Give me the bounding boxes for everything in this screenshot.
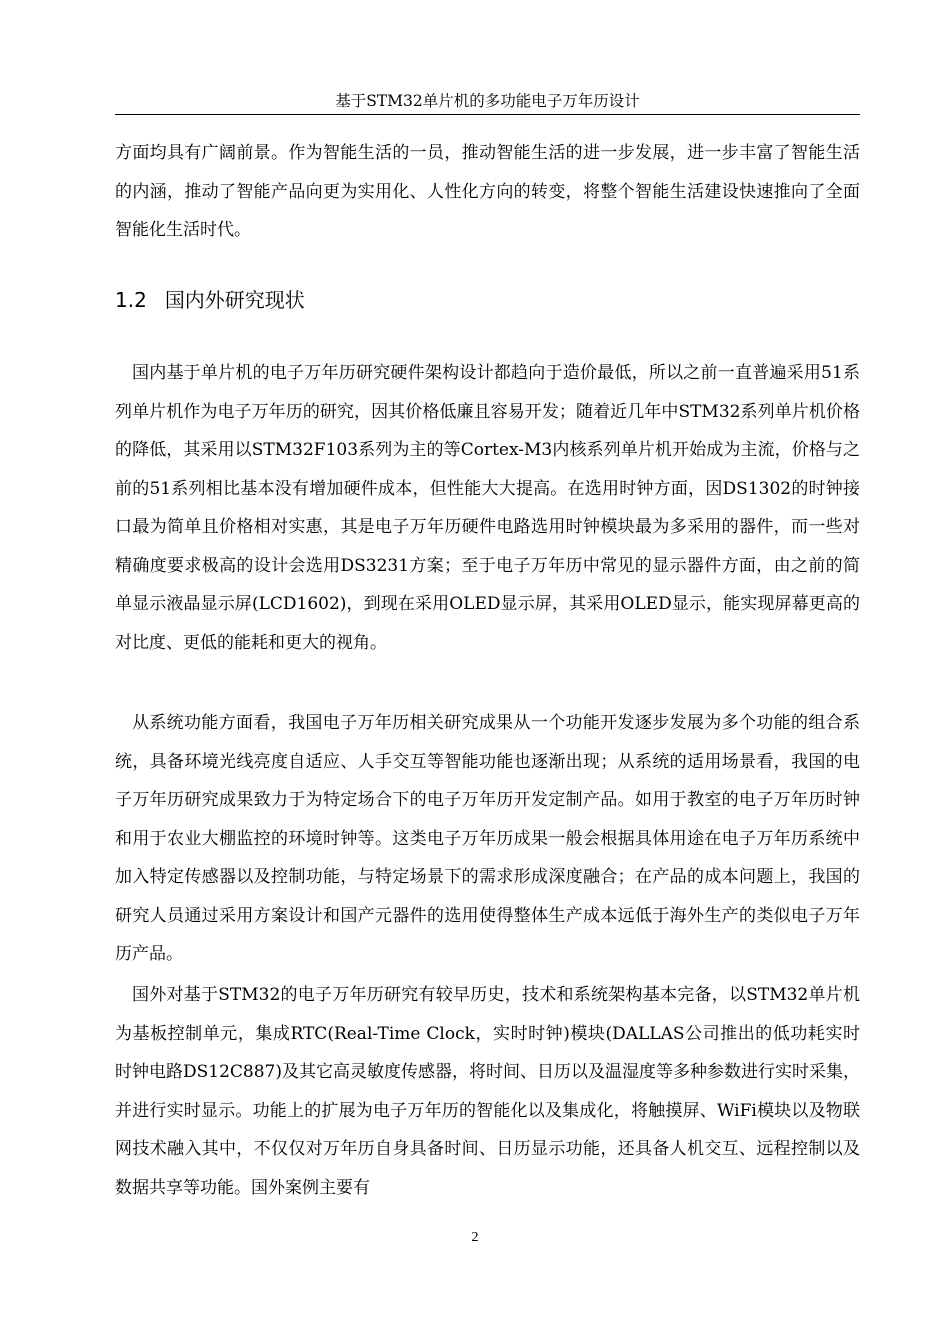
section-number: 1.2	[115, 288, 147, 312]
body-paragraph: 国内基于单片机的电子万年历研究硬件架构设计都趋向于造价最低，所以之前一直普遍采用51系列单片机作为电子万年历的研究，因其价格低廉且容易开发；随着近几年中STM32系列单片机价格的降低，其采用以STM32F103系列为主的等Cortex-M3内核系列单片机开始成为主流，价格与之前的51系列相比基本没有增加硬件成本，但性能大大提高。在选用时钟方面，因DS1302的时钟接口最为简单且价格相对实惠，其是电子万年历硬件电路选用时钟模块最为多采用的器件，而一些对精确度要求极高的设计会选用DS3231方案；至于电子万年历中常见的显示器件方面，由之前的简单显示液晶显示屏(LCD1602)，到现在采用OLED显示屏，其采用OLED显示，能实现屏幕更高的对比度、更低的能耗和更大的视角。	[115, 363, 860, 653]
body-paragraph: 从系统功能方面看，我国电子万年历相关研究成果从一个功能开发逐步发展为多个功能的组合系统，具备环境光线亮度自适应、人手交互等智能功能也逐渐出现；从系统的适用场景看，我国的电子万年历研究成果致力于为特定场合下的电子万年历开发定制产品。如用于教室的电子万年历时钟和用于农业大棚监控的环境时钟等。这类电子万年历成果一般会根据具体用途在电子万年历系统中加入特定传感器以及控制功能，与特定场景下的需求形成深度融合；在产品的成本问题上，我国的研究人员通过采用方案设计和国产元器件的选用使得整体生产成本远低于海外生产的类似电子万年历产品。	[115, 713, 860, 964]
body-paragraph: 国外对基于STM32的电子万年历研究有较早历史，技术和系统架构基本完备，以STM32单片机为基板控制单元，集成RTC(Real-Time Clock，实时时钟)模块(DALLAS公司推出的低功耗实时时钟电路DS12C887)及其它高灵敏度传感器，将时间、日历以及温湿度等多种参数进行实时采集，并进行实时显示。功能上的扩展为电子万年历的智能化以及集成化，将触摸屏、WiFi模块以及物联网技术融入其中，不仅仅对万年历自身具备时间、日历显示功能，还具备人机交互、远程控制以及数据共享等功能。国外案例主要有	[115, 985, 860, 1198]
section-title: 国内外研究现状	[164, 288, 305, 312]
page-header	[115, 90, 860, 115]
paragraph-continued: 方面均具有广阔前景。作为智能生活的一员，推动智能生活的进一步发展，进一步丰富了智能生活的内涵，推动了智能产品向更为实用化、人性化方向的转变，将整个智能生活建设快速推向了全面智能化生活时代。	[115, 143, 860, 240]
section-heading	[115, 283, 305, 317]
page-number: 2	[471, 1230, 479, 1245]
header-title: 基于STM32单片机的多功能电子万年历设计	[335, 92, 640, 110]
